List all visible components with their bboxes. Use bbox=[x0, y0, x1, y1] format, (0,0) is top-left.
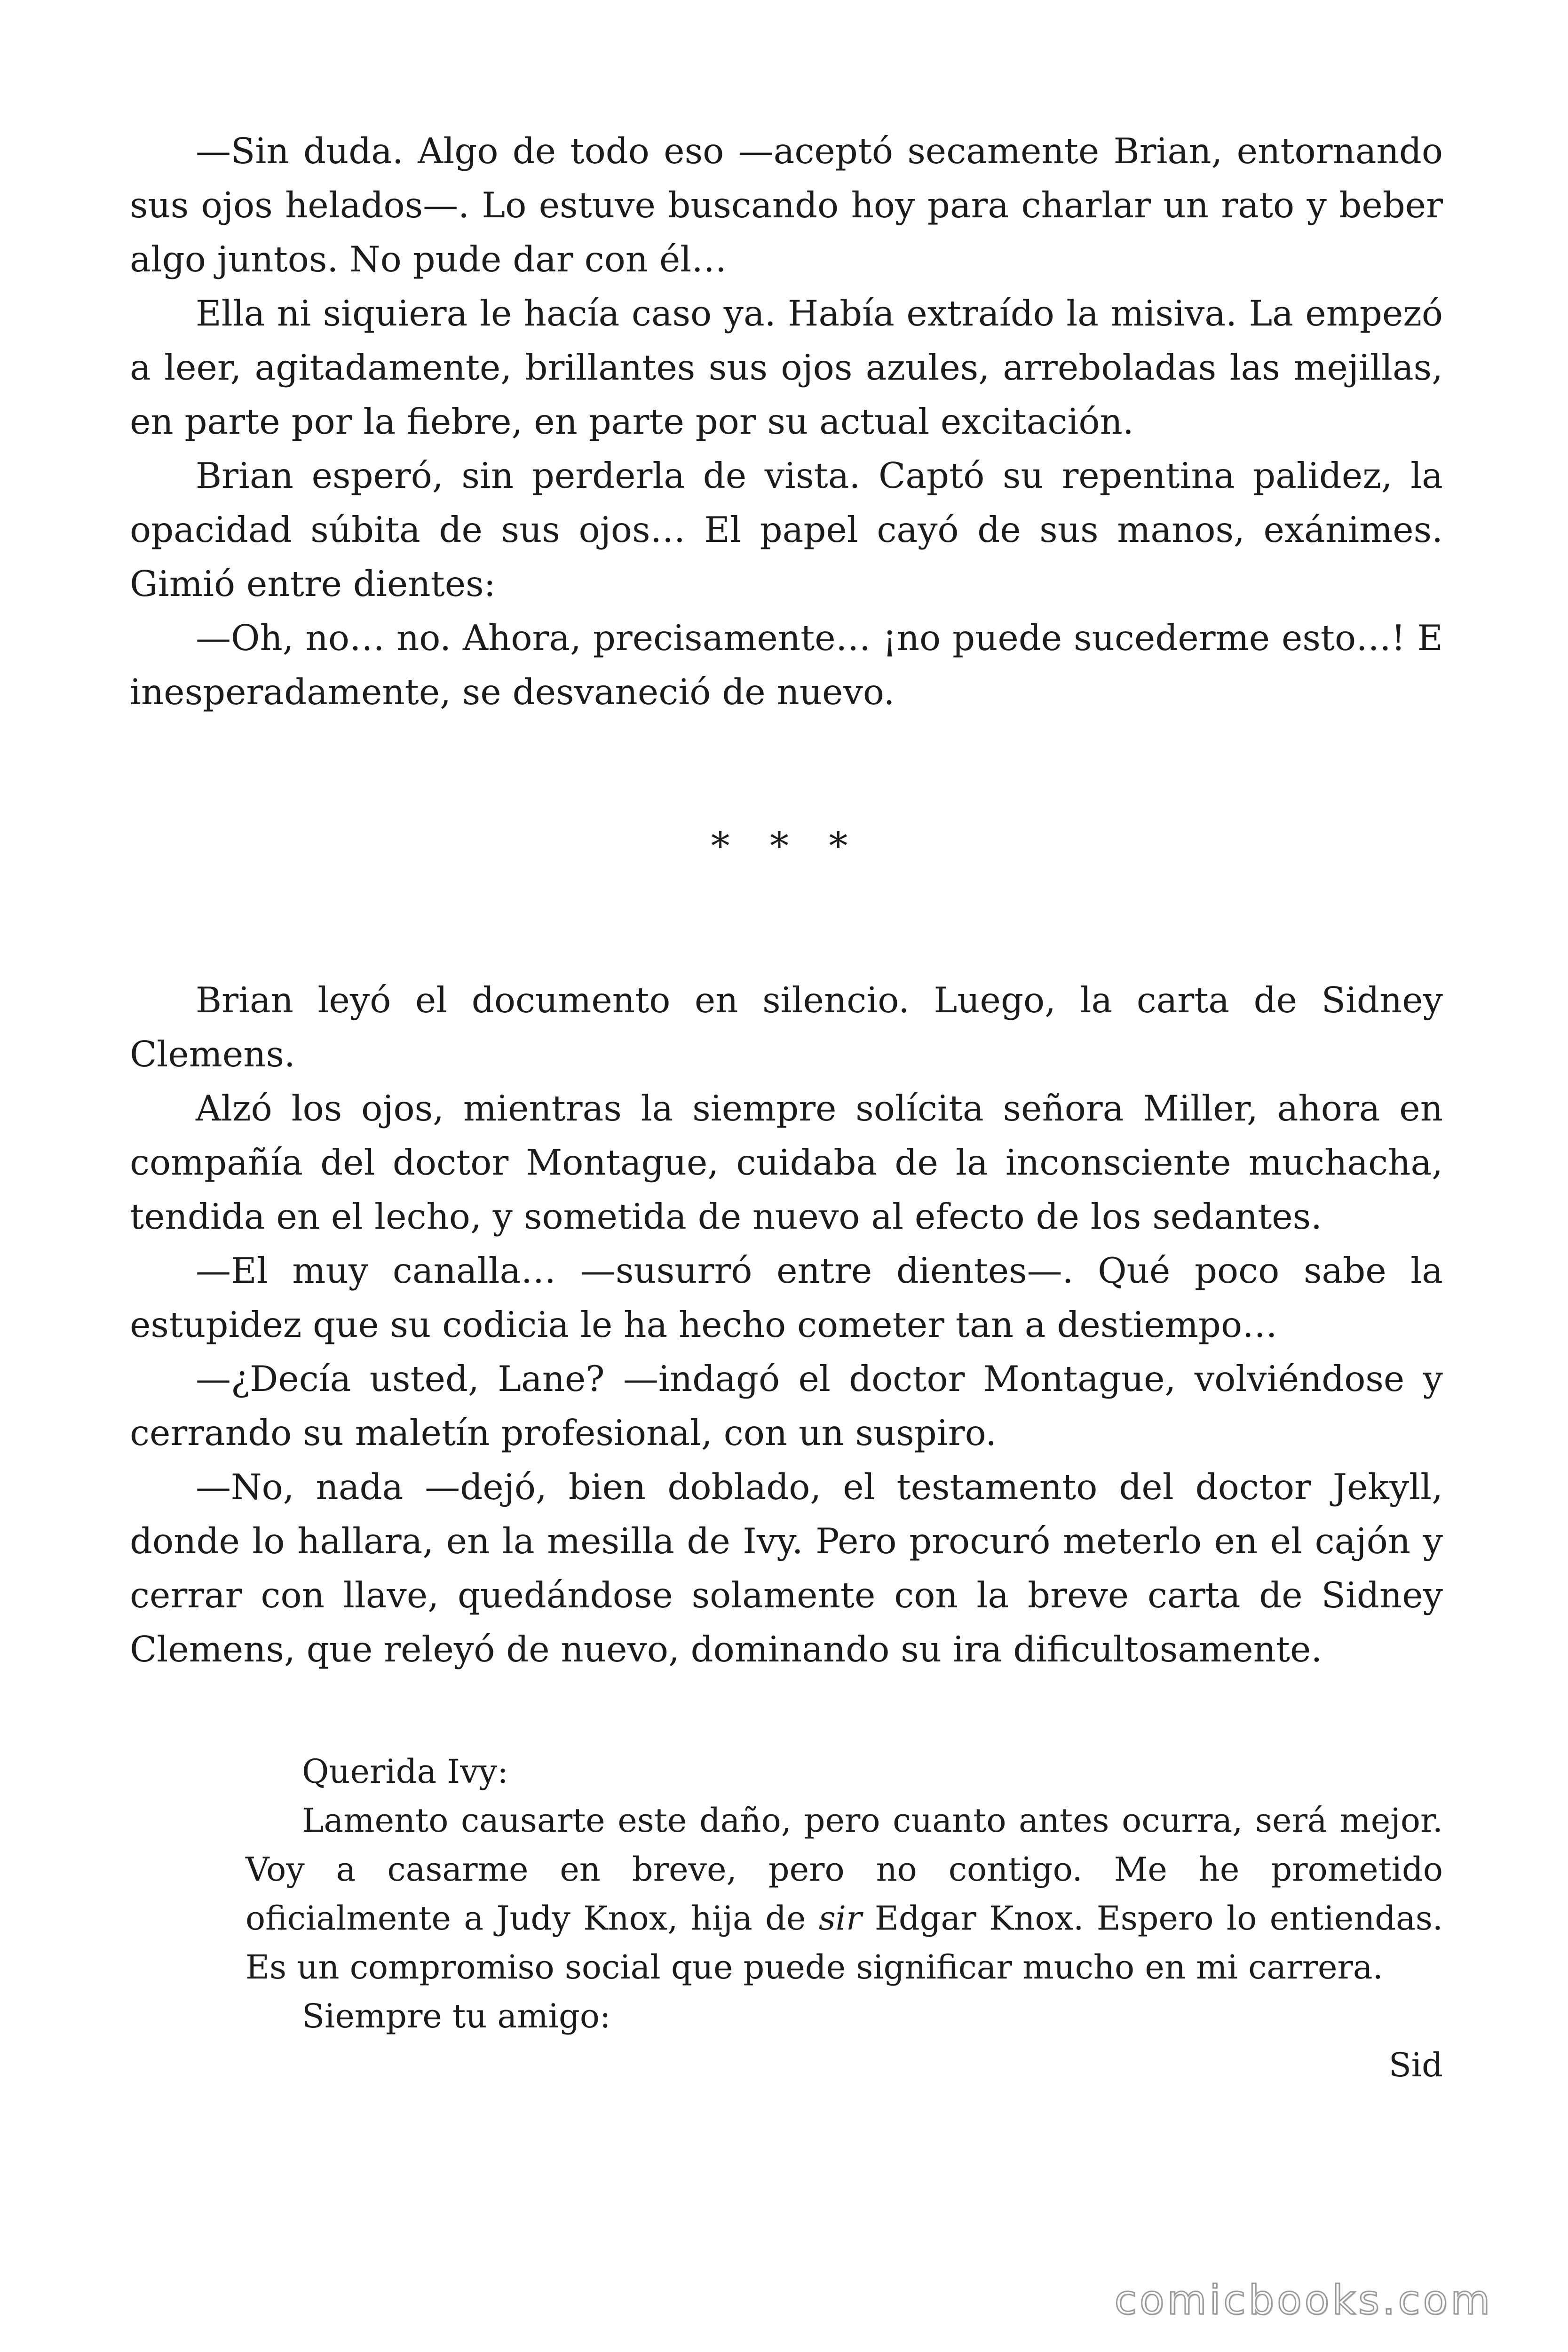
paragraph-6: Alzó los ojos, mientras la siempre solícita señora Miller, ahora en compañía del doctor Montague, cuidaba de la inconsciente muchacha, tendida en el lecho, y sometida de nuevo al efecto de los sedantes. bbox=[130, 1088, 1443, 1237]
paragraph-7: —El muy canalla… —susurró entre dientes—. Qué poco sabe la estupidez que su codicia le ha hecho cometer tan a destiempo… bbox=[130, 1250, 1443, 1345]
paragraph-1: —Sin duda. Algo de todo eso —aceptó secamente Brian, entornando sus ojos helados—. Lo estuve buscando hoy para charlar un rato y beber algo juntos. No pude dar con él… bbox=[130, 130, 1443, 280]
paragraph-5: Brian leyó el documento en silencio. Luego, la carta de Sidney Clemens. bbox=[130, 979, 1443, 1075]
section-separator: * * * bbox=[711, 824, 862, 868]
paragraph-3: Brian esperó, sin perderla de vista. Captó su repentina palidez, la opacidad súbita de sus ojos… El papel cayó de sus manos, exánimes. Gimió entre dientes: bbox=[130, 455, 1443, 604]
letter-block bbox=[245, 1747, 1443, 2090]
paragraph-9: —No, nada —dejó, bien doblado, el testamento del doctor Jekyll, donde lo hallara, en la mesilla de Ivy. Pero procuró meterlo en el cajón y cerrar con llave, quedándose solamente con la breve carta de Sidney Clemens, que releyó de nuevo, dominando su ira dificultosamente. bbox=[130, 1466, 1443, 1670]
paragraph-8: —¿Decía usted, Lane? —indagó el doctor Montague, volviéndose y cerrando su maletín profesional, con un suspiro. bbox=[130, 1358, 1443, 1454]
letter-closing: Siempre tu amigo: bbox=[302, 1997, 611, 2035]
letter-body bbox=[245, 1796, 1443, 1992]
watermark-logo: comicbooks.com bbox=[1114, 2277, 1493, 2324]
letter-signature: Sid bbox=[1388, 2046, 1443, 2084]
letter-body-italic: sir bbox=[818, 1899, 862, 1938]
page-content bbox=[130, 124, 1443, 2090]
letter-salutation: Querida Ivy: bbox=[302, 1752, 508, 1791]
letter-body-start: Lamento causarte este daño, pero cuanto antes ocurra, será mejor. Voy a casarme en breve, pero no contigo. Me he prometido oficialmente a Judy Knox, hija de bbox=[245, 1801, 1443, 1938]
paragraph-2: Ella ni siquiera le hacía caso ya. Había extraído la misiva. La empezó a leer, agitadamente, brillantes sus ojos azules, arreboladas las mejillas, en parte por la fiebre, en parte por su actual excitación. bbox=[130, 293, 1443, 442]
paragraph-4: —Oh, no… no. Ahora, precisamente… ¡no puede sucederme esto…! E inesperadamente, se desvaneció de nuevo. bbox=[130, 617, 1443, 713]
letter-body-end: Edgar Knox. Espero lo entiendas. Es un compromiso social que puede significar mucho en mi carrera. bbox=[245, 1899, 1443, 1986]
